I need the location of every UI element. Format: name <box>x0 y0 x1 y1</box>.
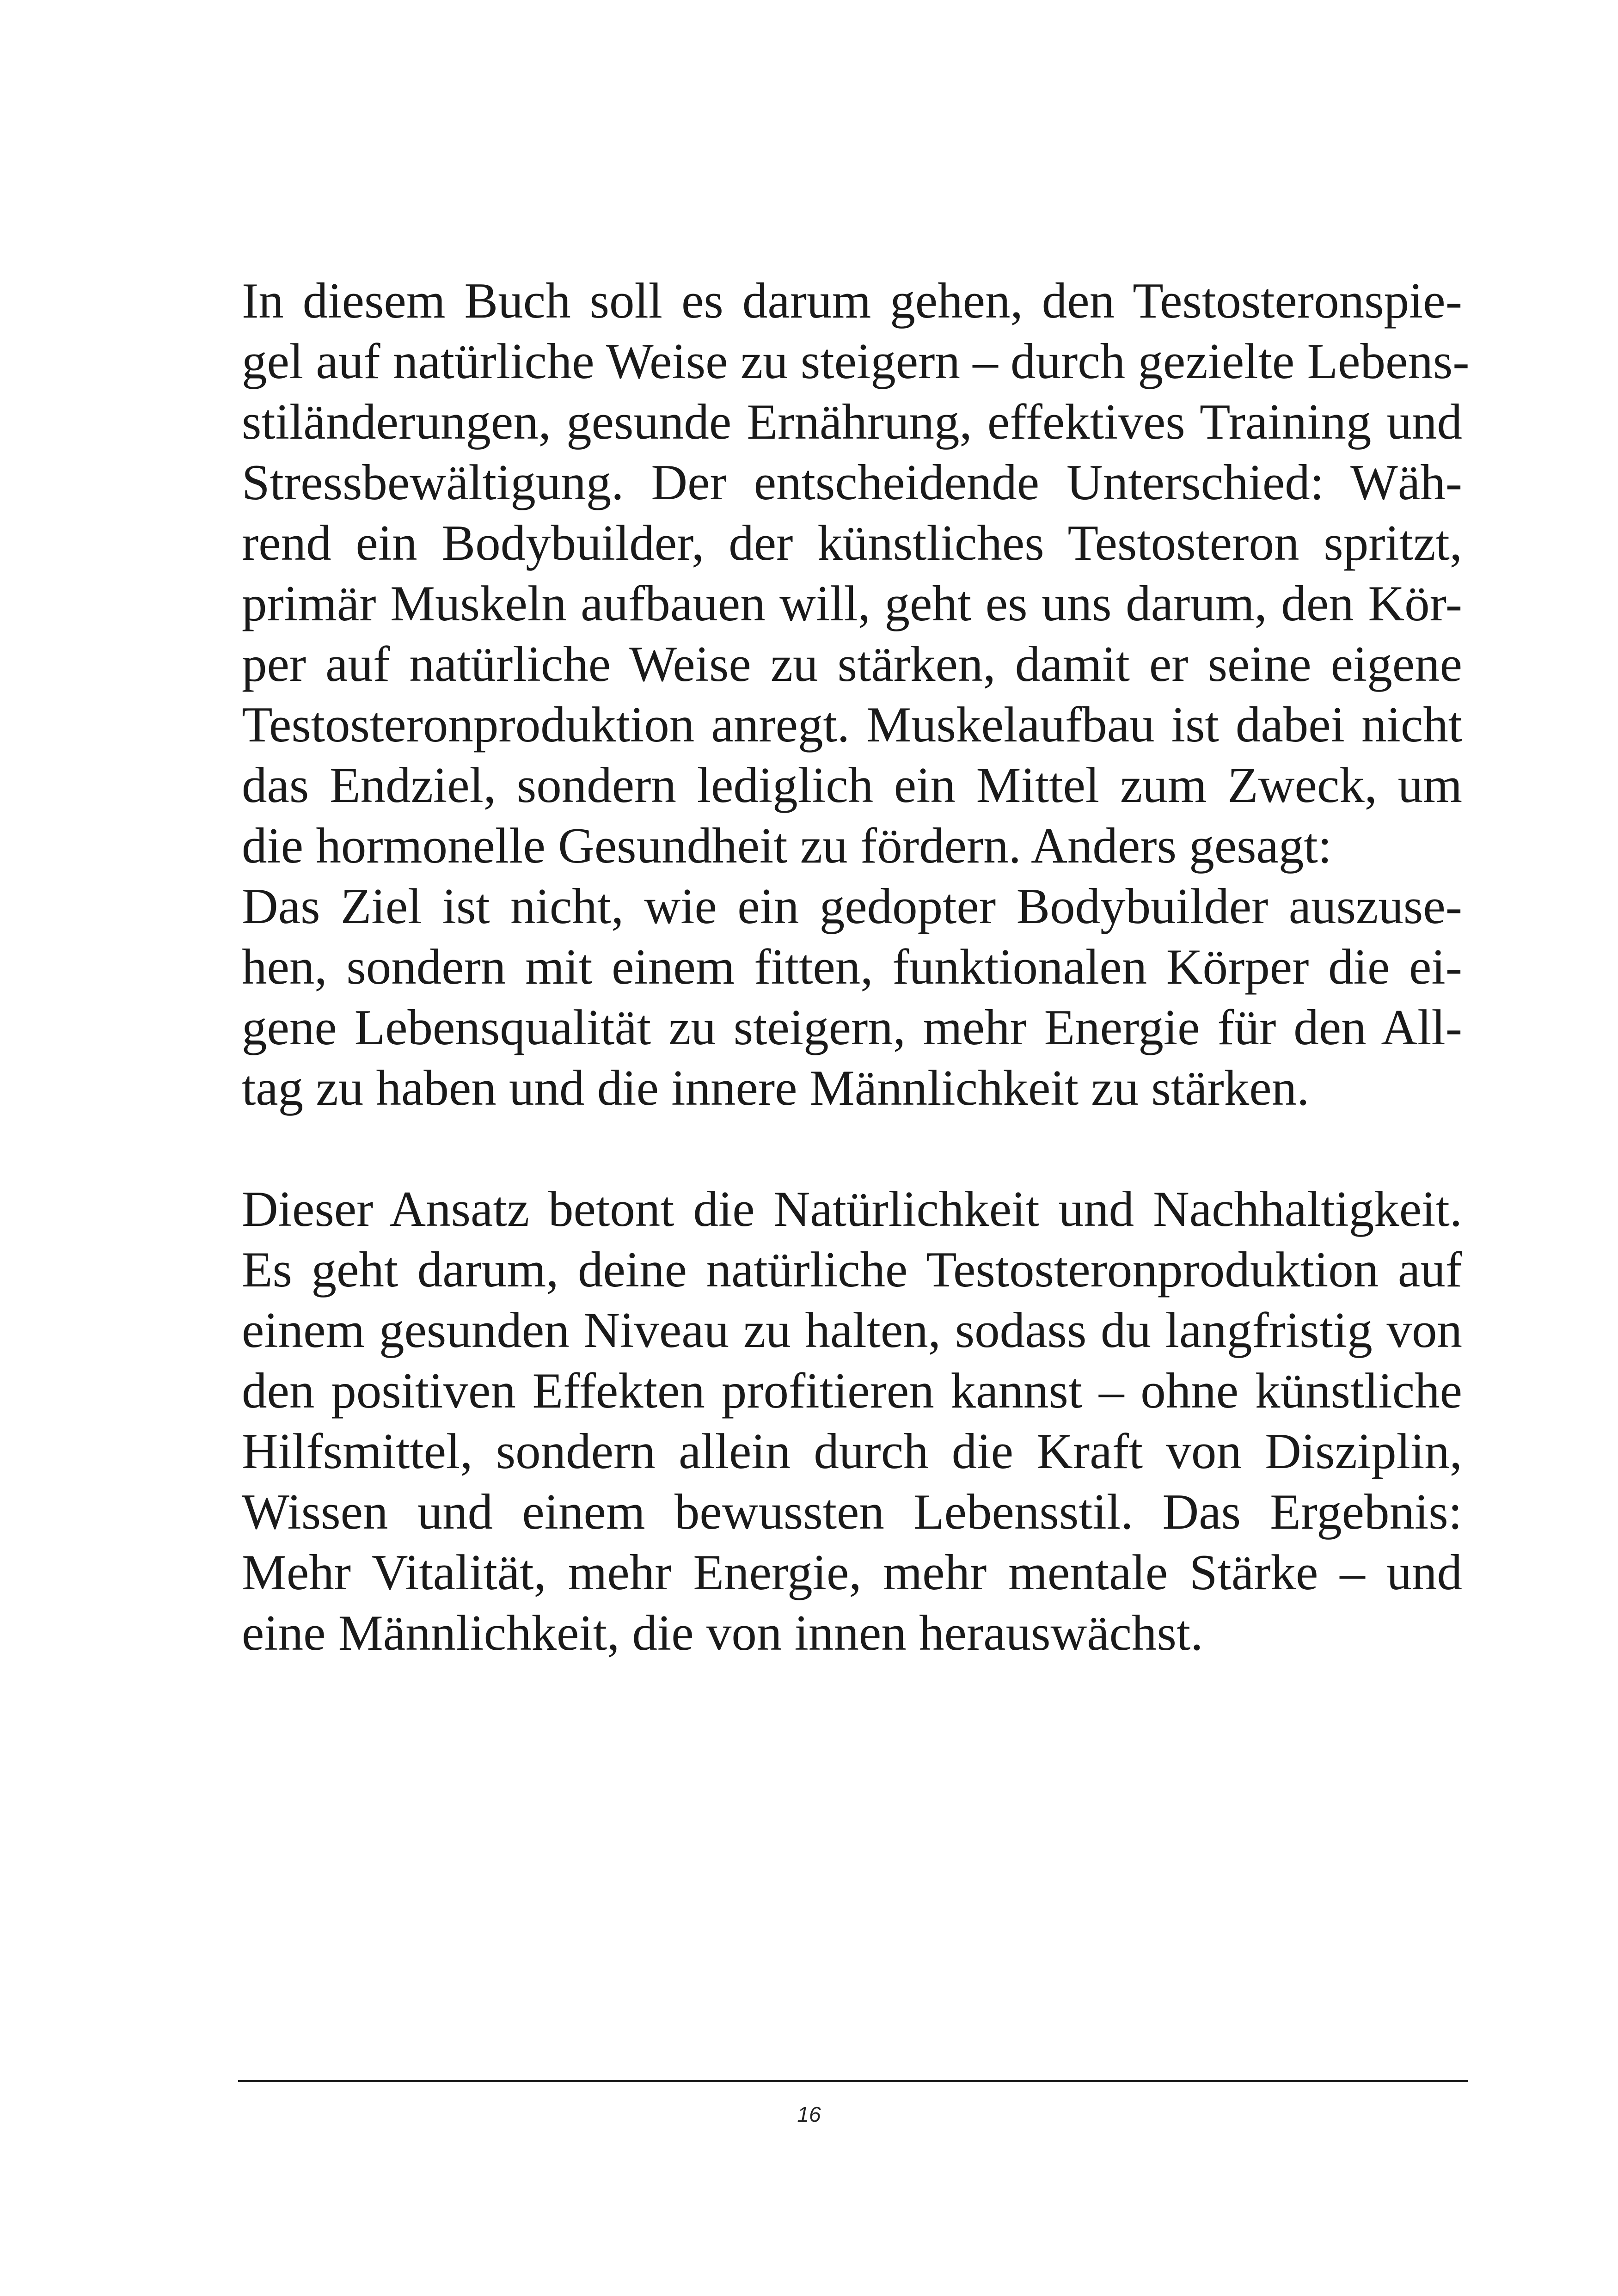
text-line: rend ein Bodybuilder, der künstliches Testosteron spritzt, <box>242 515 1462 571</box>
paragraph-spacing <box>242 1118 1462 1179</box>
text-line: primär Muskeln aufbauen will, geht es uns darum, den Kör- <box>242 576 1462 631</box>
text-line: den positiven Effekten profitieren kannst – ohne künstliche <box>242 1363 1462 1419</box>
text-line: Das Ziel ist nicht, wie ein gedopter Bodybuilder auszuse- <box>242 878 1462 934</box>
text-line: Testosteronproduktion anregt. Muskelaufbau ist dabei nicht <box>242 697 1462 753</box>
text-line: das Endziel, sondern lediglich ein Mittel zum Zweck, um <box>242 757 1462 813</box>
text-line: In diesem Buch soll es darum gehen, den Testosteronspie- <box>242 273 1462 329</box>
paragraph-2 <box>242 1179 1462 1663</box>
text-line: hen, sondern mit einem fitten, funktionalen Körper die ei- <box>242 939 1462 995</box>
text-line: gel auf natürliche Weise zu steigern – durch gezielte Lebens- <box>242 333 1470 389</box>
text-line: Hilfsmittel, sondern allein durch die Kraft von Disziplin, <box>242 1423 1462 1479</box>
text-line: gene Lebensqualität zu steigern, mehr Energie für den All- <box>242 999 1462 1055</box>
text-line: einem gesunden Niveau zu halten, sodass du langfristig von <box>242 1302 1462 1358</box>
text-line: Wissen und einem bewussten Lebensstil. Das Ergebnis: <box>242 1484 1462 1540</box>
footer-divider <box>238 2080 1468 2082</box>
text-line: Stressbewältigung. Der entscheidende Unterschied: Wäh- <box>242 454 1462 510</box>
text-line: Dieser Ansatz betont die Natürlichkeit und Nachhaltigkeit. <box>242 1181 1462 1237</box>
text-line: die hormonelle Gesundheit zu fördern. Anders gesagt: <box>242 818 1332 874</box>
text-line: tag zu haben und die innere Männlichkeit zu stärken. <box>242 1060 1310 1116</box>
text-line: Mehr Vitalität, mehr Energie, mehr mentale Stärke – und <box>242 1544 1462 1600</box>
page-number: 16 <box>797 2102 821 2126</box>
text-line: Es geht darum, deine natürliche Testosteronproduktion auf <box>242 1242 1462 1298</box>
paragraph-1 <box>242 270 1470 1118</box>
text-line: per auf natürliche Weise zu stärken, damit er seine eigene <box>242 636 1462 692</box>
text-line: stiländerungen, gesunde Ernährung, effektives Training und <box>242 394 1462 450</box>
text-line: eine Männlichkeit, die von innen herauswächst. <box>242 1605 1203 1661</box>
body-text <box>242 270 1470 1663</box>
